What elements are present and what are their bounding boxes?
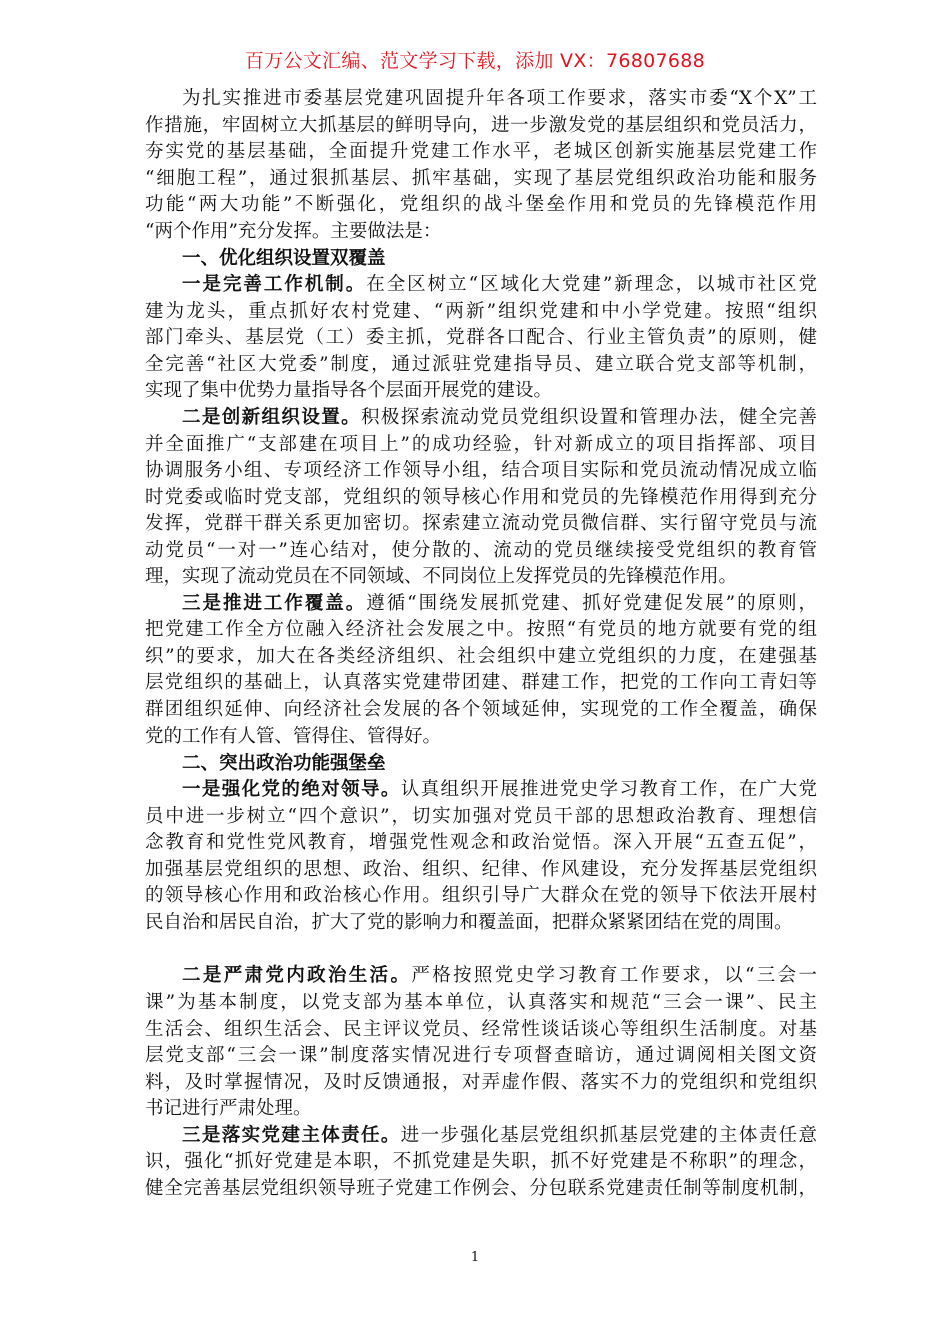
text-line	[145, 910, 817, 937]
text-line	[145, 511, 817, 538]
line-text: 实现了集中优势力量指导各个层面开展党的建设。	[145, 380, 553, 402]
page-number: 1	[470, 1250, 480, 1265]
text-line	[145, 86, 817, 113]
text-line	[145, 405, 817, 432]
paragraph	[145, 963, 817, 1122]
line-text: 进一步强化基层党组织抓基层党建的主体责任意	[400, 1124, 817, 1146]
line-text: 在全区树立“区域化大党建”新理念，以城市社区党	[366, 274, 817, 296]
line-text: 夯实党的基层基础，全面提升党建工作水平，老城区创新实施基层党建工作	[145, 141, 817, 163]
line-text: 积极探索流动党员党组织设置和管理办法，健全完善	[360, 407, 817, 429]
paragraph	[145, 272, 817, 405]
text-line	[145, 299, 817, 326]
blank-line	[145, 936, 817, 963]
line-text: 时党委或临时党支部，党组织的领导核心作用和党员的先锋模范作用得到充分	[145, 486, 817, 508]
line-text: 建为龙头，重点抓好农村党建、“两新”组织党建和中小学党建。按照“组织	[145, 300, 817, 322]
line-text: 料，及时掌握情况，及时反馈通报，对弄虚作假、落实不力的党组织和党组织	[145, 1071, 817, 1093]
paragraph-lead: 一是完善工作机制。	[182, 274, 367, 296]
line-text: 党的工作有人管、管得住、管得好。	[145, 725, 442, 747]
text-line	[145, 830, 817, 857]
text-line	[145, 432, 817, 459]
line-text: 协调服务小组、专项经济工作领导小组，结合项目实际和党员流动情况成立临	[145, 460, 817, 482]
line-text: 加强基层党组织的思想、政治、组织、纪律、作风建设，充分发挥基层党组织	[145, 858, 817, 880]
text-line	[145, 192, 817, 219]
line-text: 层党支部“三会一课”制度落实情况进行专项督查暗访，通过调阅相关图文资	[145, 1045, 817, 1067]
text-line	[145, 166, 817, 193]
section-heading: 二、突出政治功能强堡垒	[182, 753, 386, 775]
line-text: 健全完善基层党组织领导班子党建工作例会、分包联系党建责任制等制度机制，	[145, 1177, 817, 1199]
line-text: 把党建工作全方位融入经济社会发展之中。按照“有党员的地方就要有党的组	[145, 619, 817, 641]
text-line	[145, 1070, 817, 1097]
line-text: 员中进一步树立“四个意识”，切实加强对党员干部的思想政治教育、理想信	[145, 805, 817, 827]
line-text: 念教育和党性党风教育，增强党性观念和政治觉悟。深入开展“五查五促”，	[145, 832, 817, 854]
text-line	[145, 352, 817, 379]
text-line	[145, 1017, 817, 1044]
text-line	[145, 857, 817, 884]
text-line	[145, 485, 817, 512]
text-line	[145, 1096, 817, 1123]
text-line	[145, 113, 817, 140]
line-text: 认真组织开展推进党史学习教育工作，在广大党	[400, 779, 817, 801]
line-text: 并全面推广“支部建在项目上”的成功经验，针对新成立的项目指挥部、项目	[145, 433, 817, 455]
paragraph	[145, 1123, 817, 1203]
line-text: 民自治和居民自治，扩大了党的影响力和覆盖面，把群众紧紧团结在党的周围。	[145, 911, 793, 933]
paragraph	[145, 405, 817, 591]
text-line	[145, 644, 817, 671]
line-text: 层党组织的基础上，认真落实党建带团建、群建工作，把党的工作向工青妇等	[145, 672, 817, 694]
text-line	[145, 963, 817, 990]
line-text: 发挥，党群干群关系更加密切。探索建立流动党员微信群、实行留守党员与流	[145, 513, 817, 535]
text-line	[145, 378, 817, 405]
text-line	[145, 272, 817, 299]
text-line	[145, 219, 817, 246]
text-line	[145, 670, 817, 697]
paragraph-lead: 二是严肃党内政治生活。	[182, 965, 412, 987]
line-text: 严格按照党史学习教育工作要求，以“三会一	[411, 965, 817, 987]
line-text: “两个作用”充分发挥。主要做法是：	[145, 220, 442, 242]
text-line	[145, 883, 817, 910]
text-line	[145, 617, 817, 644]
line-text: 遵循“围绕发展抓党建、抓好党建促发展”的原则，	[366, 592, 817, 614]
line-text: 动党员“一对一”连心结对，使分散的、流动的党员继续接受党组织的教育管	[145, 539, 817, 561]
line-text: 课”为基本制度，以党支部为基本单位，认真落实和规范“三会一课”、民主	[145, 991, 817, 1013]
text-line	[145, 564, 817, 591]
text-line	[145, 139, 817, 166]
text-line	[145, 538, 817, 565]
line-text: 功能“两大功能”不断强化，党组织的战斗堡垒作用和党员的先锋模范作用	[145, 194, 817, 216]
text-line	[145, 591, 817, 618]
line-text: 识，强化“抓好党建是本职，不抓党建是失职，抓不好党建是不称职”的理念，	[145, 1151, 817, 1173]
text-line	[145, 325, 817, 352]
text-line	[145, 697, 817, 724]
text-line	[145, 458, 817, 485]
line-text: 书记进行严肃处理。	[145, 1098, 312, 1120]
text-line	[145, 804, 817, 831]
paragraph-lead: 三是落实党建主体责任。	[182, 1124, 401, 1146]
line-text: 部门牵头、基层党（工）委主抓，党群各口配合、行业主管负责”的原则，健	[145, 327, 817, 349]
watermark-banner: 百万公文汇编、范文学习下载，添加 VX：76807688	[244, 50, 706, 72]
line-text: 织”的要求，加大在各类经济组织、社会组织中建立党组织的力度，在建强基	[145, 645, 817, 667]
text-line	[145, 990, 817, 1017]
line-text: “细胞工程”，通过狠抓基层、抓牢基础，实现了基层党组织政治功能和服务	[145, 167, 817, 189]
paragraph-lead: 一是强化党的绝对领导。	[182, 779, 401, 801]
line-text: 生活会、组织生活会、民主评议党员、经常性谈话谈心等组织生活制度。对基	[145, 1018, 817, 1040]
text-line	[145, 724, 817, 751]
line-text: 理，实现了流动党员在不同领域、不同岗位上发挥党员的先锋模范作用。	[145, 566, 738, 588]
line-text: 为扎实推进市委基层党建巩固提升年各项工作要求，落实市委“X个X”工	[182, 88, 817, 109]
paragraph	[145, 591, 817, 750]
text-line	[145, 1043, 817, 1070]
paragraph-lead: 二是创新组织设置。	[182, 407, 361, 429]
line-text: 群团组织延伸、向经济社会发展的各个领域延伸，实现党的工作全覆盖，确保	[145, 699, 817, 721]
text-line	[145, 1176, 817, 1203]
paragraph-lead: 三是推进工作覆盖。	[182, 592, 367, 614]
text-line	[145, 1123, 817, 1150]
text-line	[145, 777, 817, 804]
document-body	[145, 86, 817, 1202]
paragraph	[145, 86, 817, 245]
paragraph	[145, 777, 817, 936]
text-line	[145, 1149, 817, 1176]
line-text: 作措施，牢固树立大抓基层的鲜明导向，进一步激发党的基层组织和党员活力，	[145, 114, 817, 136]
line-text: 全完善“社区大党委”制度，通过派驻党建指导员、建立联合党支部等机制，	[145, 353, 817, 375]
section-heading: 一、优化组织设置双覆盖	[182, 248, 386, 270]
line-text: 的领导核心作用和政治核心作用。组织引导广大群众在党的领导下依法开展村	[145, 885, 817, 907]
